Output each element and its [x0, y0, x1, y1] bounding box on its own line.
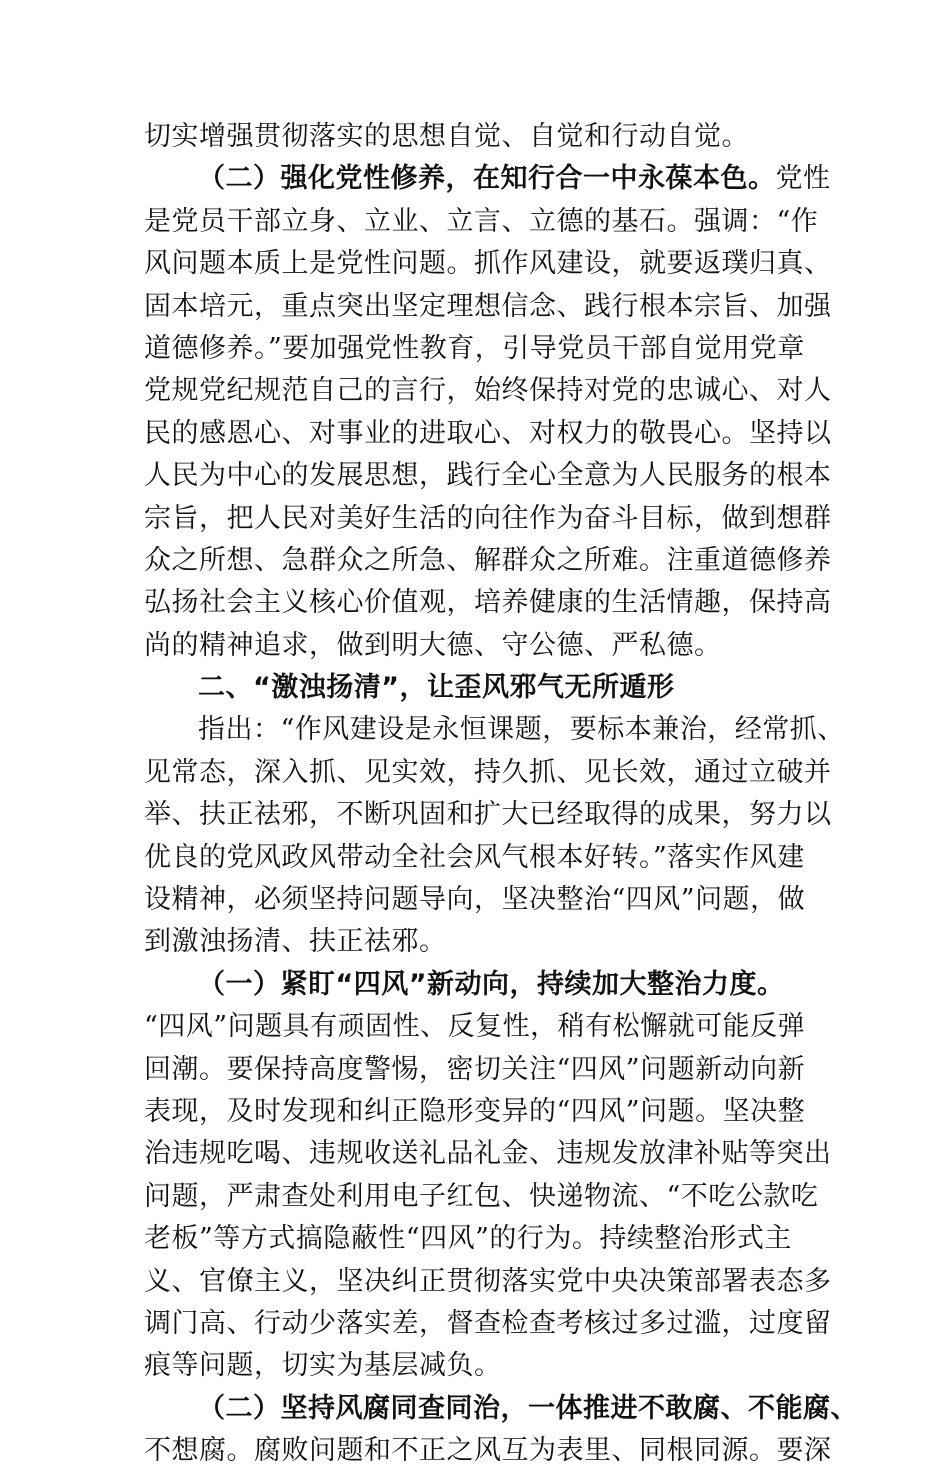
subsection-heading: （一）紧盯“四风”新动向，持续加大整治力度。: [198, 968, 785, 1000]
text-line: 回潮。要保持高度警惕，密切关注“四风”问题新动向新: [144, 1053, 806, 1085]
text-line: 痕等问题，切实为基层减负。: [144, 1350, 502, 1382]
subsection-heading-line: [144, 1388, 858, 1430]
text-line: 优良的党风政风带动全社会风气根本好转。”落实作风建: [144, 841, 805, 873]
subsection-heading-line: [144, 964, 824, 1006]
text-fragment: 党性: [775, 163, 831, 195]
text-line: “四风”问题具有顽固性、反复性，稍有松懈就可能反弹: [144, 1011, 806, 1043]
text-line: 人民为中心的发展思想，践行全心全意为人民服务的根本: [144, 460, 832, 492]
text-line: 弘扬社会主义核心价值观，培养健康的生活情趣，保持高: [144, 587, 832, 619]
text-line: 表现，及时发现和纠正隐形变异的“四风”问题。坚决整: [144, 1095, 806, 1127]
text-line: 道德修养。”要加强党性教育，引导党员干部自觉用党章: [144, 332, 805, 364]
text-line: 治违规吃喝、违规收送礼品礼金、违规发放津补贴等突出: [144, 1138, 832, 1170]
document-page: [144, 116, 858, 1473]
text-line: 尚的精神追求，做到明大德、守公德、严私德。: [144, 629, 722, 661]
text-line: 调门高、行动少落实差，督查检查考核过多过滥，过度留: [144, 1307, 832, 1339]
subsection-heading-line: [144, 158, 831, 200]
text-line: 宗旨，把人民对美好生活的向往作为奋斗目标，做到想群: [144, 502, 832, 534]
text-line: 到激浊扬清、扶正祛邪。: [144, 926, 447, 958]
text-line: 民的感恩心、对事业的进取心、对权力的敬畏心。坚持以: [144, 417, 832, 449]
text-line: 固本培元，重点突出坚定理想信念、践行根本宗旨、加强: [144, 290, 832, 322]
subsection-heading: （二）坚持风腐同查同治，一体推进不敢腐、不能腐、: [198, 1392, 858, 1424]
text-line: 问题，严肃查处利用电子红包、快递物流、“不吃公款吃: [144, 1180, 819, 1212]
text-line: 风问题本质上是党性问题。抓作风建设，就要返璞归真、: [144, 248, 832, 280]
text-line: 不想腐。腐败问题和不正之风互为表里、同根同源。要深: [144, 1435, 832, 1467]
text-line: 众之所想、急群众之所急、解群众之所难。注重道德修养: [144, 544, 832, 576]
text-line: 党规党纪规范自己的言行，始终保持对党的忠诚心、对人: [144, 375, 832, 407]
text-line: 老板”等方式搞隐蔽性“四风”的行为。持续整治形式主: [144, 1223, 792, 1255]
text-line: 切实增强贯彻落实的思想自觉、自觉和行动自觉。: [144, 121, 749, 152]
text-line: 是党员干部立身、立业、立言、立德的基石。强调：“作: [144, 205, 819, 237]
text-line: 举、扶正祛邪，不断巩固和扩大已经取得的成果，努力以: [144, 799, 832, 831]
text-line: 义、官僚主义，坚决纠正贯彻落实党中央决策部署表态多: [144, 1265, 832, 1297]
subsection-heading: （二）强化党性修养，在知行合一中永葆本色。: [198, 163, 776, 195]
text-line: 见常态，深入抓、见实效，持久抓、见长效，通过立破并: [144, 756, 832, 788]
text-line: 指出：“作风建设是永恒课题，要标本兼治，经常抓、: [198, 714, 845, 746]
text-line: 设精神，必须坚持问题导向，坚决整治“四风”问题，做: [144, 884, 806, 916]
section-heading: 二、“激浊扬清”，让歪风邪气无所遁形: [198, 672, 675, 704]
